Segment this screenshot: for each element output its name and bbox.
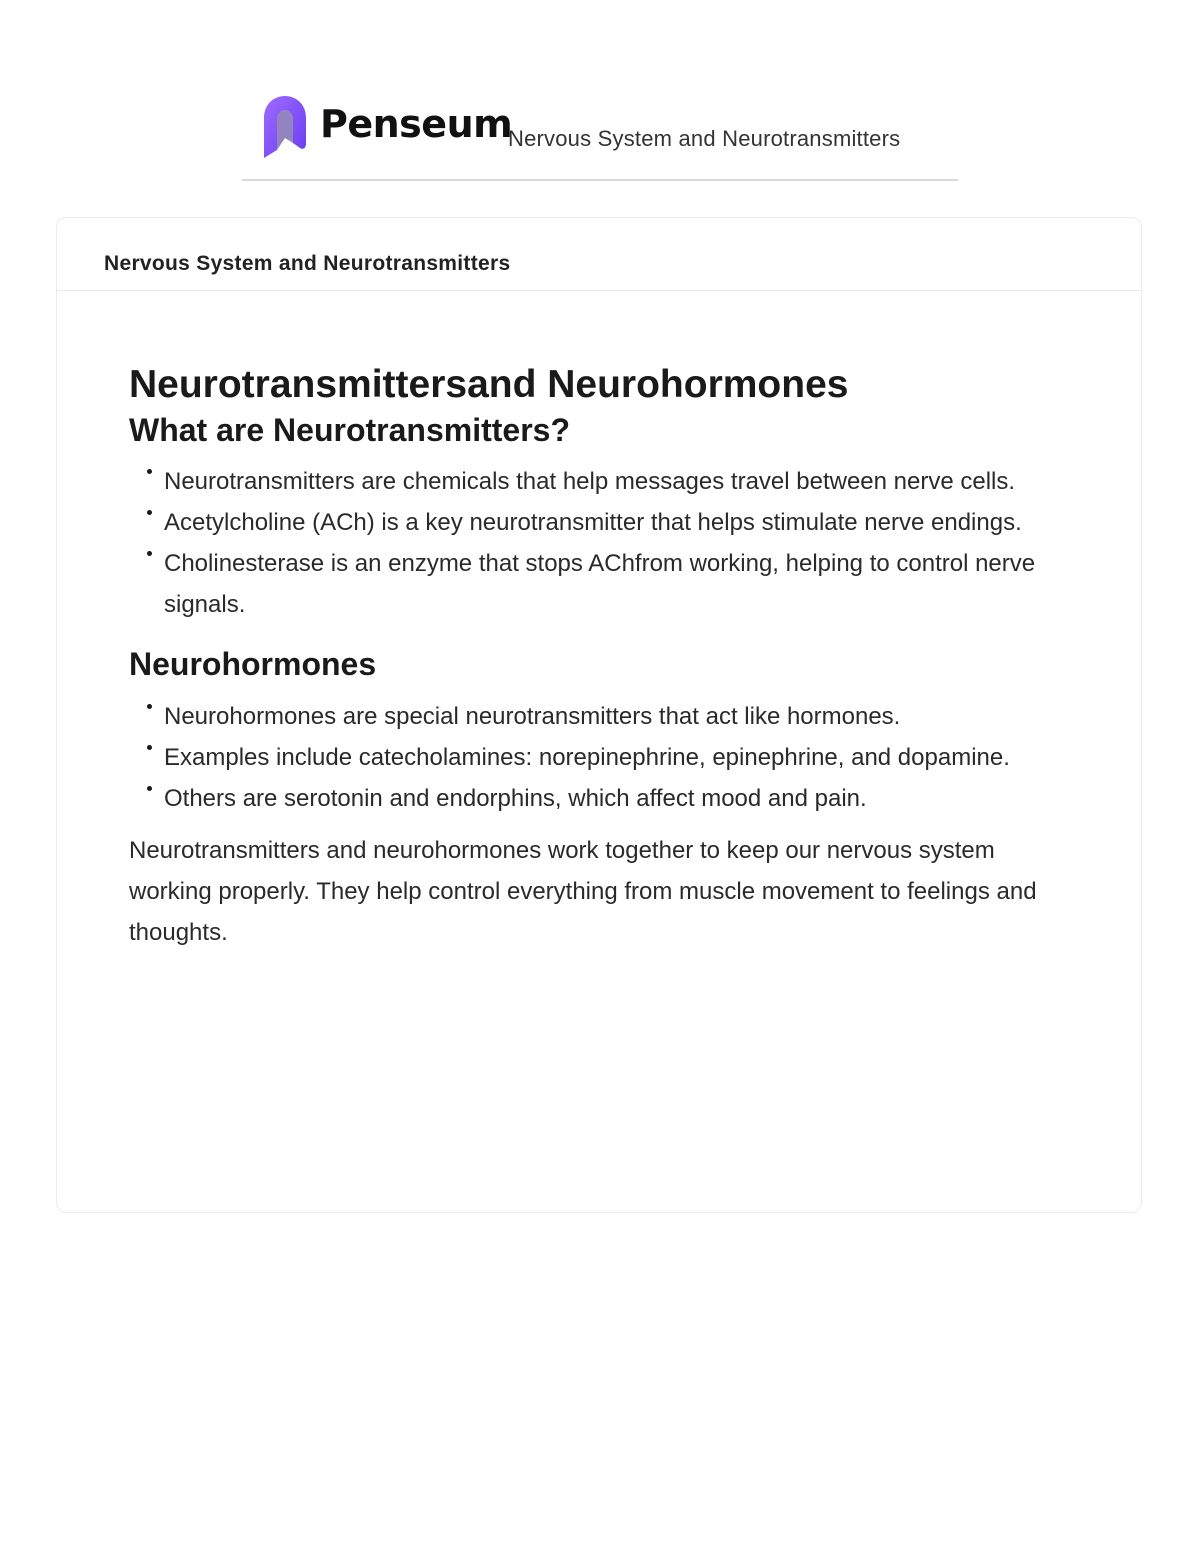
- list-item: Neurotransmitters are chemicals that help messages travel between nerve cells.: [129, 461, 1069, 502]
- card-title: Nervous System and Neurotransmitters: [104, 252, 511, 275]
- page-header: [242, 92, 958, 160]
- content-card: [56, 217, 1142, 1213]
- list-item: Others are serotonin and endorphins, which affect mood and pain.: [129, 778, 1069, 819]
- closing-paragraph: Neurotransmitters and neurohormones work together to keep our nervous system working properly. They help control everything from muscle movement to feelings and thoughts.: [129, 837, 1037, 946]
- list-item: Examples include catecholamines: norepinephrine, epinephrine, and dopamine.: [129, 737, 1069, 778]
- document-title: Neurotransmittersand Neurohormones: [129, 363, 849, 406]
- list-item: Acetylcholine (ACh) is a key neurotransmitter that helps stimulate nerve endings.: [129, 502, 1069, 543]
- penseum-logo-icon: [262, 96, 308, 158]
- header-divider: [242, 179, 958, 181]
- bullet-list-neurohormones: [129, 696, 1069, 819]
- brand-name: Penseum: [320, 102, 513, 146]
- section-heading-neurotransmitters: What are Neurotransmitters?: [129, 412, 570, 448]
- document-body: [129, 361, 1069, 953]
- header-subtitle: Nervous System and Neurotransmitters: [508, 126, 901, 151]
- bullet-list-neurotransmitters: [129, 461, 1069, 625]
- section-heading-neurohormones: Neurohormones: [129, 646, 377, 682]
- list-item: Neurohormones are special neurotransmitters that act like hormones.: [129, 696, 1069, 737]
- card-header: [57, 218, 1141, 291]
- list-item: Cholinesterase is an enzyme that stops AChfrom working, helping to control nerve signals.: [129, 543, 1069, 625]
